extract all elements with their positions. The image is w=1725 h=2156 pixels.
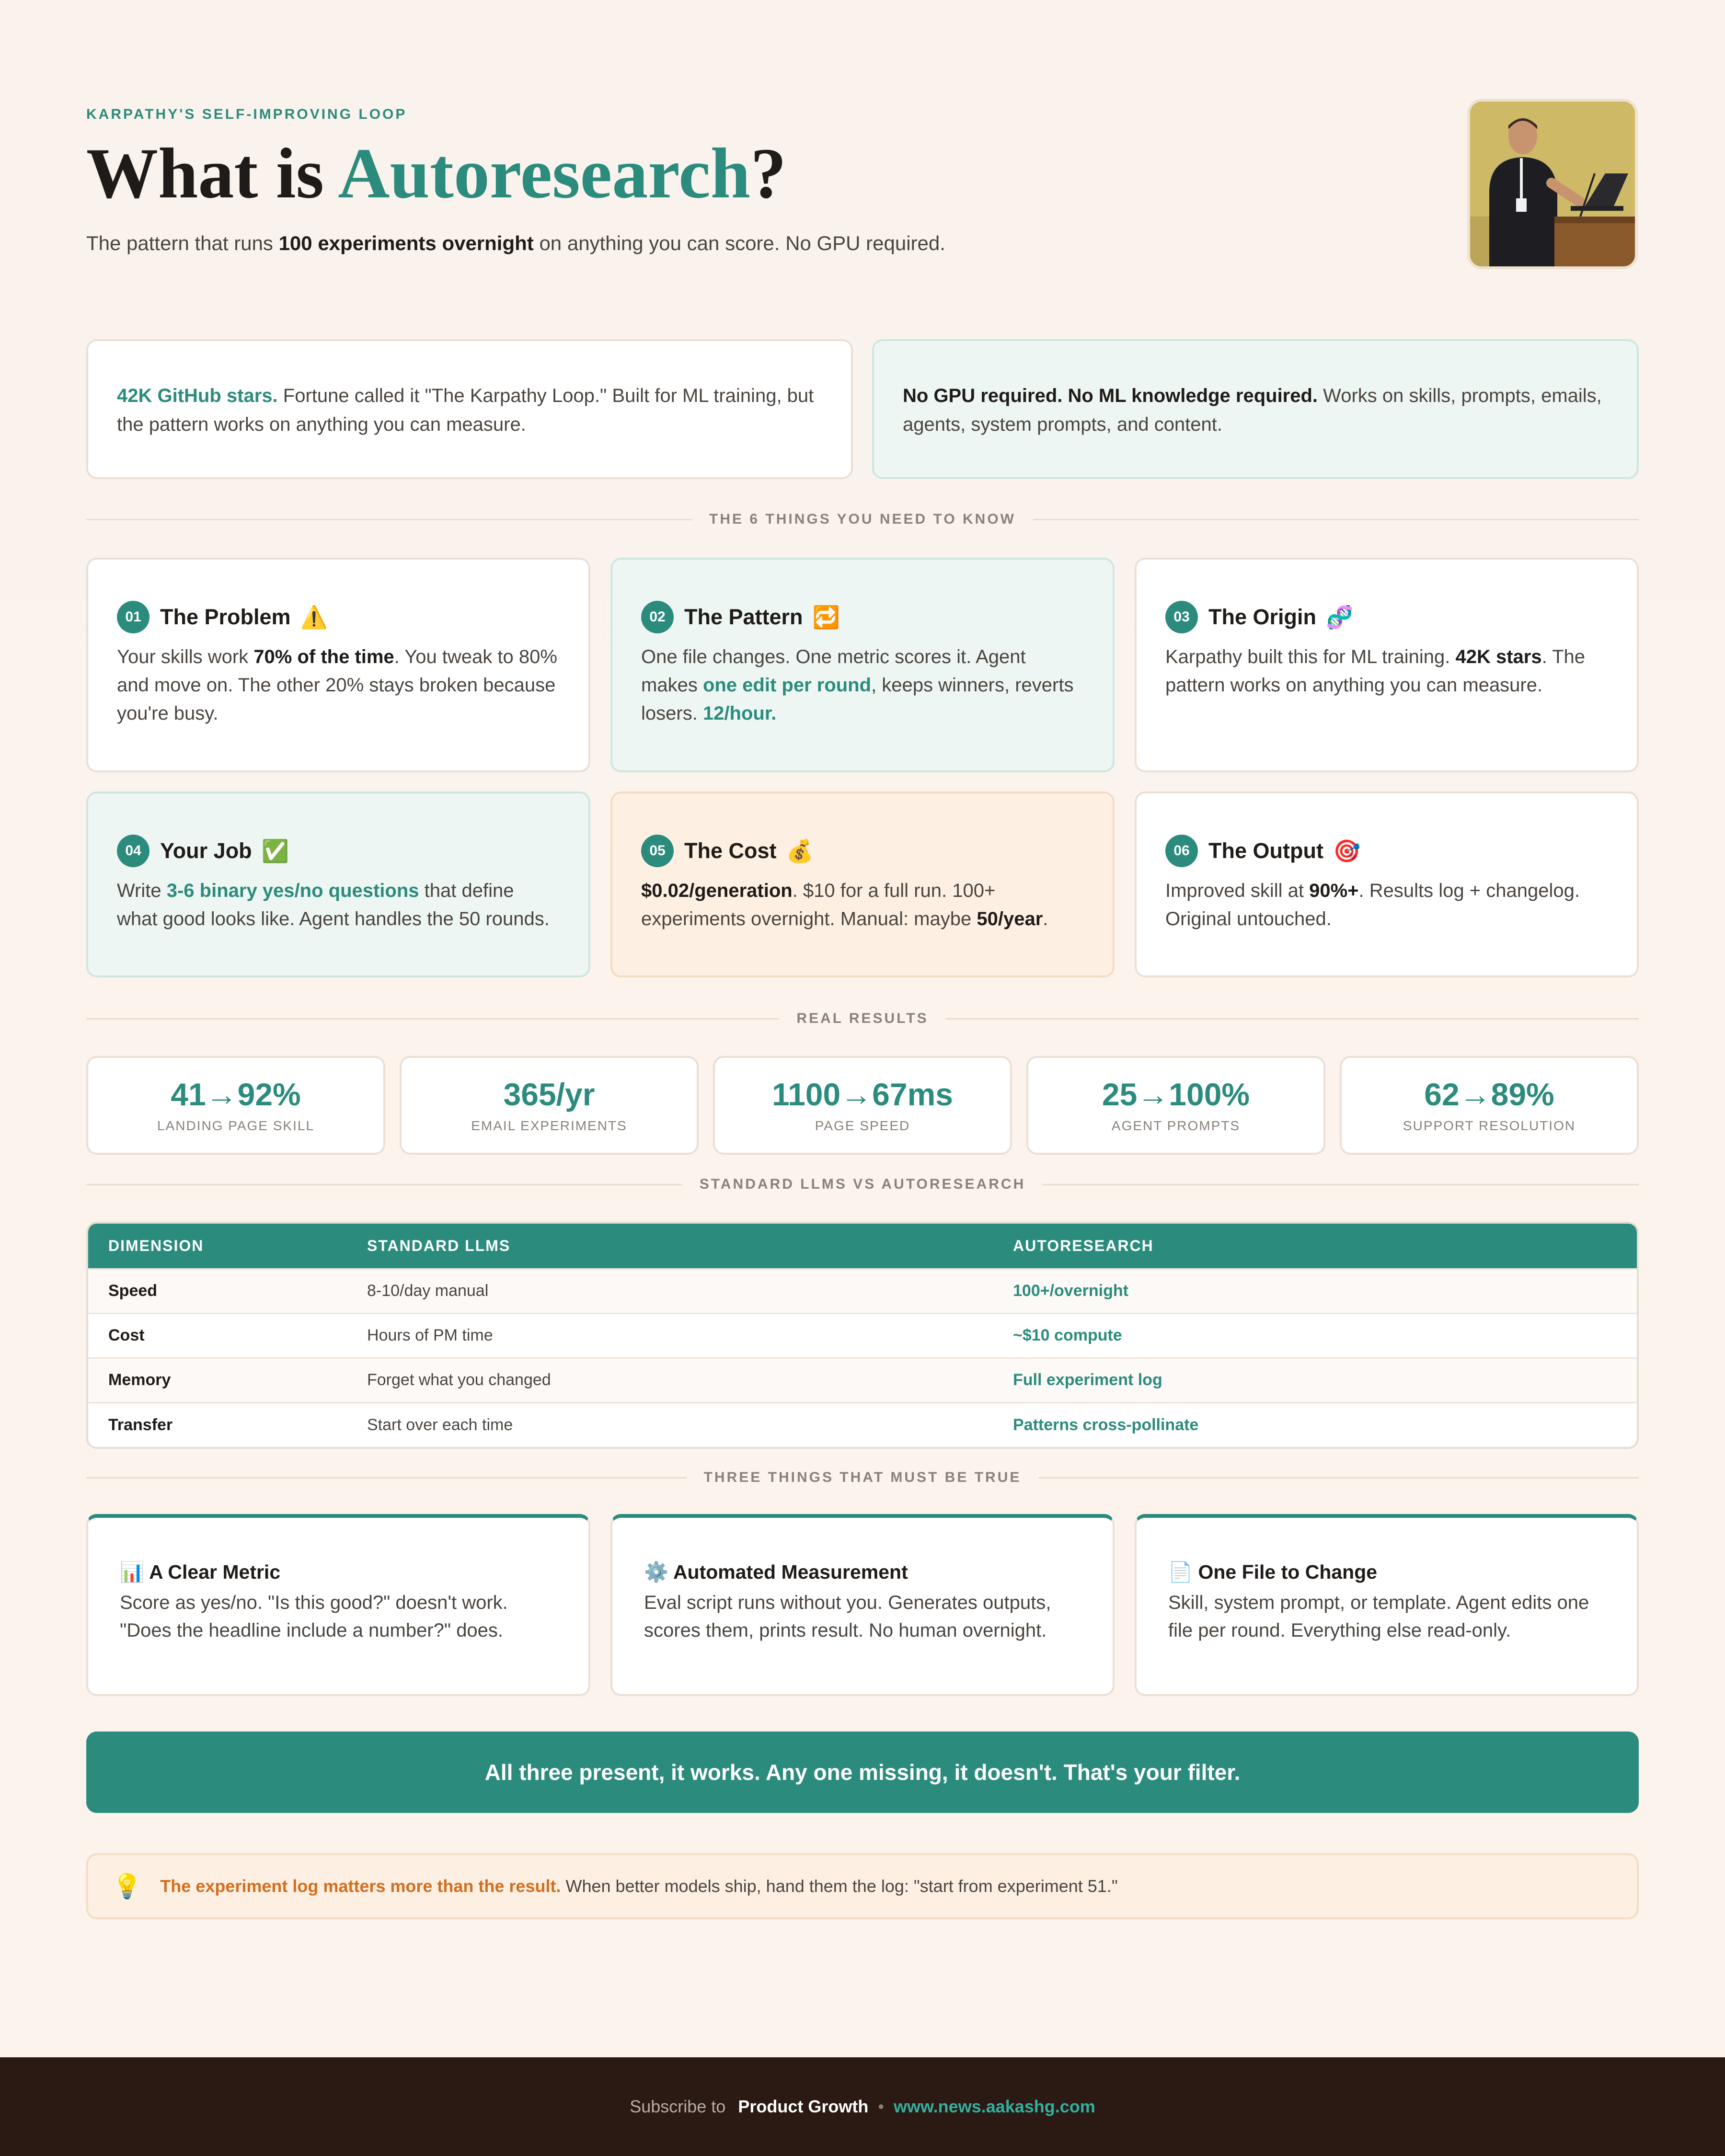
tip-text: When better models ship, hand them the log: "start from experiment 51." (565, 1876, 1118, 1896)
lightbulb-icon: 💡 (112, 1872, 142, 1900)
stat-card (1340, 1056, 1639, 1155)
warning-icon: ⚠️ (300, 604, 328, 630)
cell-dimension: Transfer (88, 1402, 347, 1447)
card-body (641, 877, 1084, 933)
card-body (1165, 877, 1608, 933)
cell-autoresearch: Patterns cross-pollinate (993, 1402, 1637, 1447)
column-header: DIMENSION (88, 1224, 347, 1269)
info-card (610, 558, 1115, 772)
section-divider-compare (86, 1176, 1639, 1192)
cell-standard: Hours of PM time (347, 1313, 993, 1358)
card-number-badge: 03 (1165, 601, 1198, 633)
requirement-card (86, 1514, 590, 1696)
footer-separator: • (878, 2097, 884, 2116)
requirement-title (1168, 1561, 1605, 1584)
intro-stars-lead: 42K GitHub stars. (117, 385, 278, 406)
column-header: STANDARD LLMS (347, 1224, 993, 1269)
card-highlight: 70% of the time (253, 646, 394, 667)
card-number-badge: 02 (641, 601, 674, 633)
tip-lead: The experiment log matters more than the result. (160, 1876, 561, 1896)
stat-card (400, 1056, 699, 1155)
intro-stars-text: Fortune called it "The Karpathy Loop." Built for ML training, but the pattern works on anything you can measure. (117, 385, 814, 435)
subtitle-rest: on anything you can score. No GPU required. (533, 232, 945, 254)
tip-callout (86, 1853, 1639, 1919)
table-row (88, 1313, 1637, 1358)
card-text: . You tweak to 80% and move on. The other 20% stays broken because you're busy. (117, 646, 557, 724)
comparison-table (86, 1222, 1639, 1449)
cell-dimension: Speed (88, 1269, 347, 1313)
requirement-body: Score as yes/no. "Is this good?" doesn't work. "Does the headline include a number?" does. (120, 1592, 508, 1641)
subtitle (86, 232, 945, 255)
footer (0, 2057, 1725, 2156)
card-header (1165, 834, 1608, 868)
section-divider-three (86, 1469, 1639, 1485)
section-title-six: THE 6 THINGS YOU NEED TO KNOW (709, 511, 1016, 527)
footer-link[interactable]: www.news.aakashg.com (893, 2097, 1095, 2116)
cell-autoresearch: 100+/overnight (993, 1269, 1637, 1313)
section-divider-six (86, 511, 1639, 527)
target-icon: 🎯 (1333, 838, 1361, 863)
stat-value: 62→89% (1424, 1077, 1554, 1112)
info-card (1135, 791, 1639, 977)
requirement-title (120, 1561, 557, 1584)
intro-nogpu-lead: No GPU required. No ML knowledge required. (903, 385, 1318, 406)
card-text: . $10 for a full run. 100+ experiments overnight. Manual: maybe (641, 880, 996, 929)
card-highlight: 42K stars (1455, 646, 1542, 667)
requirement-title-text: Automated Measurement (673, 1561, 908, 1583)
requirement-title-text: One File to Change (1198, 1561, 1378, 1583)
cell-autoresearch: ~$10 compute (993, 1313, 1637, 1358)
stat-value: 1100→67ms (772, 1077, 953, 1112)
footer-brand[interactable]: Product Growth (738, 2097, 869, 2116)
card-text: . Results log + changelog. Original untouched. (1165, 880, 1580, 929)
card-highlight: 3-6 binary yes/no questions (166, 880, 419, 901)
card-header (641, 600, 1084, 634)
stat-value: 25→100% (1102, 1077, 1250, 1112)
table-row (88, 1269, 1637, 1313)
section-title-results: REAL RESULTS (796, 1010, 929, 1026)
card-highlight: one edit per round (702, 675, 872, 696)
card-highlight: $0.02/generation (641, 880, 793, 901)
intro-card-stars (86, 339, 853, 479)
table-header-row (88, 1224, 1637, 1269)
card-text: Your skills work (117, 646, 254, 667)
stat-card (1026, 1056, 1325, 1155)
subtitle-text: The pattern that runs (86, 232, 279, 254)
stat-label: PAGE SPEED (815, 1118, 910, 1133)
card-body (117, 643, 560, 728)
card-number-badge: 01 (117, 601, 150, 633)
card-title: The Problem (160, 605, 291, 629)
repeat-icon: 🔁 (812, 604, 840, 630)
kicker: KARPATHY'S SELF-IMPROVING LOOP (86, 106, 407, 122)
page-title (86, 132, 786, 215)
intro-card-no-gpu (872, 339, 1639, 479)
card-title: The Pattern (684, 605, 803, 629)
stat-label: LANDING PAGE SKILL (157, 1118, 315, 1133)
stat-card (86, 1056, 385, 1155)
card-title: Your Job (160, 838, 252, 863)
summary-banner: All three present, it works. Any one missing, it doesn't. That's your filter. (86, 1732, 1639, 1813)
card-text: . (1043, 908, 1048, 929)
card-header (117, 600, 560, 634)
card-header (1165, 600, 1608, 634)
info-card (610, 791, 1115, 977)
speaker-illustration (1470, 102, 1635, 266)
card-highlight: 90%+ (1309, 880, 1359, 901)
requirement-title-text: A Clear Metric (149, 1561, 281, 1583)
column-header: AUTORESEARCH (993, 1224, 1637, 1269)
card-text: , keeps winners, reverts losers. (641, 675, 1074, 724)
requirement-title (644, 1561, 1081, 1584)
money-bag-icon: 💰 (786, 838, 814, 863)
card-number-badge: 05 (641, 835, 674, 867)
card-number-badge: 06 (1165, 835, 1198, 867)
card-text: Improved skill at (1165, 880, 1310, 901)
card-body (641, 643, 1084, 728)
title-accent: Autoresearch (338, 134, 751, 213)
info-card (1135, 558, 1639, 772)
requirement-card (610, 1514, 1115, 1696)
card-number-badge: 04 (117, 835, 150, 867)
card-header (117, 834, 560, 868)
requirement-card (1135, 1514, 1639, 1696)
info-card (86, 791, 590, 977)
section-title-three: THREE THINGS THAT MUST BE TRUE (703, 1469, 1022, 1485)
table-row (88, 1402, 1637, 1447)
title-suffix: ? (750, 134, 787, 213)
stat-value: 41→92% (171, 1077, 301, 1112)
intro-nogpu-text: Works on skills, prompts, emails, agents, system prompts, and content. (903, 385, 1602, 435)
title-prefix: What is (86, 134, 338, 213)
cell-standard: 8-10/day manual (347, 1269, 993, 1313)
checkmark-icon: ✅ (261, 838, 289, 863)
card-title: The Origin (1208, 605, 1316, 629)
stat-label: EMAIL EXPERIMENTS (471, 1118, 627, 1133)
footer-subscribe-text: Subscribe to (630, 2097, 726, 2116)
card-title: The Output (1208, 838, 1323, 863)
cell-standard: Forget what you changed (347, 1358, 993, 1402)
card-highlight: 50/year (977, 908, 1043, 929)
card-body (1165, 643, 1608, 700)
stat-label: SUPPORT RESOLUTION (1403, 1118, 1576, 1133)
card-text: that define what good looks like. Agent handles the 50 rounds. (117, 880, 550, 929)
cell-dimension: Cost (88, 1313, 347, 1358)
gear-icon: ⚙️ (644, 1561, 669, 1583)
card-title: The Cost (684, 838, 777, 863)
stat-label: AGENT PROMPTS (1111, 1118, 1241, 1133)
cell-dimension: Memory (88, 1358, 347, 1402)
card-highlight: 12/hour. (702, 703, 777, 724)
stat-card (713, 1056, 1012, 1155)
card-text: Karpathy built this for ML training. (1165, 646, 1456, 667)
stat-value: 365/yr (503, 1077, 595, 1112)
chart-icon: 📊 (120, 1561, 145, 1583)
card-header (641, 834, 1084, 868)
cell-standard: Start over each time (347, 1402, 993, 1447)
document-icon: 📄 (1168, 1561, 1193, 1583)
card-text: One file changes. One metric scores it. Agent makes (641, 646, 1026, 696)
table-row (88, 1358, 1637, 1402)
speaker-photo (1467, 99, 1638, 269)
card-text: Write (117, 880, 167, 901)
requirement-body: Skill, system prompt, or template. Agent edits one file per round. Everything else read-only. (1168, 1592, 1589, 1641)
card-body (117, 877, 560, 933)
section-title-compare: STANDARD LLMS VS AUTORESEARCH (699, 1176, 1026, 1192)
cell-autoresearch: Full experiment log (993, 1358, 1637, 1402)
dna-icon: 🧬 (1326, 604, 1354, 630)
card-text: . The pattern works on anything you can measure. (1165, 646, 1586, 696)
info-card (86, 558, 590, 772)
section-divider-results (86, 1010, 1639, 1026)
requirement-body: Eval script runs without you. Generates outputs, scores them, prints result. No human overnight. (644, 1592, 1051, 1641)
subtitle-bold: 100 experiments overnight (278, 232, 534, 254)
